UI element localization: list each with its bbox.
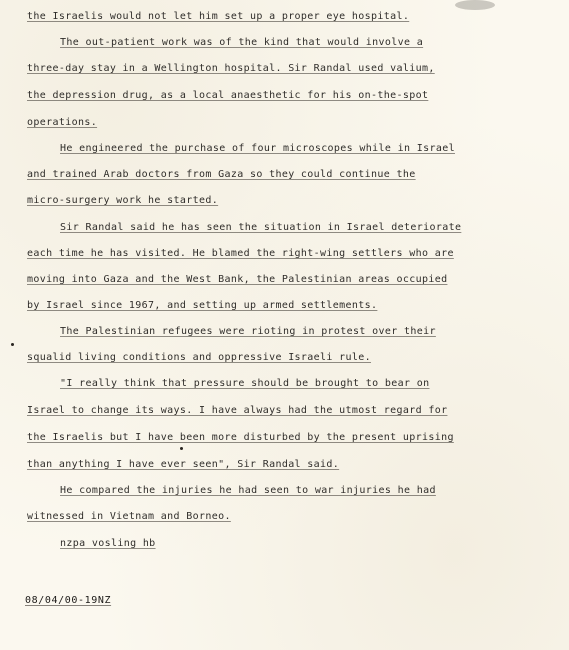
dateline-footer: 08/04/00-19NZ xyxy=(25,595,112,606)
text-line: The Palestinian refugees were rioting in protest over their xyxy=(60,326,436,337)
text-line: Israel to change its ways. I have always had the utmost regard for xyxy=(27,405,448,416)
text-line: by Israel since 1967, and setting up armed settlements. xyxy=(27,300,378,311)
text-line: operations. xyxy=(27,117,98,128)
text-line: witnessed in Vietnam and Borneo. xyxy=(27,511,231,522)
text-line: the Israelis but I have been more disturbed by the present uprising xyxy=(27,432,454,443)
text-line: the Israelis would not let him set up a proper eye hospital. xyxy=(27,11,410,22)
text-line: He compared the injuries he had seen to war injuries he had xyxy=(60,485,436,496)
text-line: squalid living conditions and oppressive Israeli rule. xyxy=(27,352,372,363)
text-line: Sir Randal said he has seen the situation in Israel deteriorate xyxy=(60,222,462,233)
text-line: the depression drug, as a local anaesthetic for his on-the-spot xyxy=(27,90,429,101)
stray-mark xyxy=(11,343,14,346)
text-line: micro-surgery work he started. xyxy=(27,195,219,206)
text-line: He engineered the purchase of four microscopes while in Israel xyxy=(60,143,455,154)
text-line: The out-patient work was of the kind that would involve a xyxy=(60,37,424,48)
text-line: than anything I have ever seen", Sir Randal said. xyxy=(27,459,340,470)
ink-smudge xyxy=(455,0,495,10)
text-line: each time he has visited. He blamed the right-wing settlers who are xyxy=(27,248,454,259)
text-line: "I really think that pressure should be brought to bear on xyxy=(60,378,430,389)
text-line: nzpa vosling hb xyxy=(60,538,156,549)
text-line: moving into Gaza and the West Bank, the Palestinian areas occupied xyxy=(27,274,448,285)
text-line: three-day stay in a Wellington hospital. Sir Randal used valium, xyxy=(27,63,435,74)
stray-mark xyxy=(180,447,183,450)
text-line: and trained Arab doctors from Gaza so they could continue the xyxy=(27,169,416,180)
